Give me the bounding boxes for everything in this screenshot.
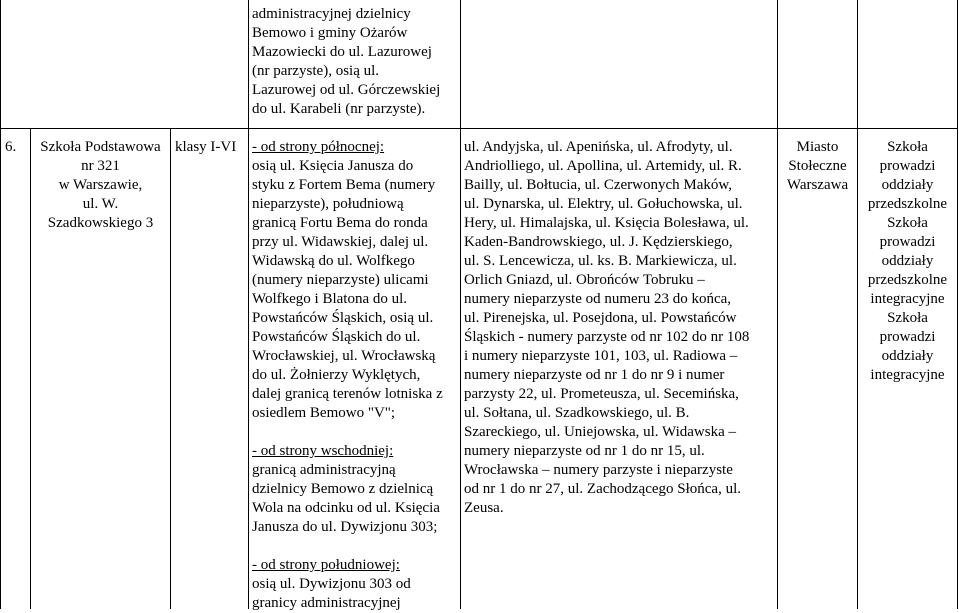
street-line: Orlich Gniazd, ul. Obrońców Tobruku – [464, 272, 705, 288]
street-line: ul. Pirenejska, ul. Posejdona, ul. Powstańców [464, 310, 737, 326]
street-line: numery nieparzyste od nr 1 do nr 15, ul. [464, 443, 705, 459]
street-line: Zeusa. [464, 500, 504, 516]
grid-line-col-5 [777, 0, 778, 609]
school-line: w Warszawie, [58, 177, 143, 193]
units-line: prowadzi [879, 234, 936, 250]
north-line: Wrocławskiej, ul. Wrocławską [252, 348, 436, 364]
north-line: Wolfkego i Blatona do ul. [252, 291, 408, 307]
north-line: granicą Fortu Bema do ronda [252, 215, 428, 231]
north-line: (numery nieparzyste) ulicami [252, 272, 429, 288]
municipality-line: Warszawa [786, 177, 849, 193]
north-line: Powstańców Śląskich do ul. [252, 329, 421, 345]
units-line: oddziały [881, 348, 934, 364]
school-line: Szkoła Podstawowa [40, 139, 161, 155]
prev-area-line: (nr parzyste), osią ul. [252, 63, 380, 79]
units-line: prowadzi [879, 329, 936, 345]
units-line: przedszkolne [867, 272, 948, 288]
street-line: Śląskich - numery parzyste od nr 102 do nr 108 [464, 329, 750, 345]
street-line: Kaden-Bandrowskiego, ul. J. Kędzierskiego, [464, 234, 733, 250]
north-heading: - od strony północnej: [252, 139, 385, 155]
school-line: ul. W. [82, 196, 119, 212]
municipality-line: Stołeczne [788, 158, 847, 174]
north-line: Powstańców Śląskich, osią ul. [252, 310, 434, 326]
grid-line-row-top [0, 128, 958, 129]
grid-line-col-4 [460, 0, 461, 609]
street-line: Wrocławska – numery parzyste i nieparzyste [464, 462, 733, 478]
grid-line-col-3 [248, 0, 249, 609]
street-line: ul. Sołtana, ul. Szadkowskiego, ul. B. [464, 405, 690, 421]
street-line: Hery, ul. Himalajska, ul. Księcia Bolesława, ul. [464, 215, 749, 231]
units-line: Szkoła [887, 215, 928, 231]
street-line: numery nieparzyste od numeru 23 do końca, [464, 291, 732, 307]
units-line: oddziały [881, 253, 934, 269]
north-line: dalej granicą terenów lotniska z [252, 386, 443, 402]
prev-area-line: do ul. Karabeli (nr parzyste). [252, 101, 426, 117]
units-line: integracyjne [870, 291, 945, 307]
north-line: osią ul. Księcia Janusza do [252, 158, 414, 174]
south-heading: - od strony południowej: [252, 557, 400, 573]
east-line: dzielnicy Bemowo z dzielnicą [252, 481, 434, 497]
north-line: osiedlem Bemowo "V"; [252, 405, 396, 421]
school-line: Szadkowskiego 3 [47, 215, 154, 231]
prev-area-line: Mazowiecki do ul. Lazurowej [252, 44, 432, 60]
north-line: styku z Fortem Bema (numery [252, 177, 436, 193]
units-line: Szkoła [887, 310, 928, 326]
school-line: nr 321 [81, 158, 120, 174]
prev-area-line: Bemowo i gminy Ożarów [252, 25, 408, 41]
street-line: od nr 1 do nr 27, ul. Zachodzącego Słońca, ul. [464, 481, 742, 497]
south-line: granicy administracyjnej [252, 595, 401, 611]
row-number [5, 138, 16, 157]
street-line: ul. Andyjska, ul. Apenińska, ul. Afrodyty, ul. [464, 139, 733, 155]
street-line: Andriolliego, ul. Apollina, ul. Artemidy, ul. R. [464, 158, 742, 174]
east-line: Janusza do ul. Dywizjonu 303; [252, 519, 438, 535]
municipality-line: Miasto [796, 139, 839, 155]
units-line: przedszkolne [867, 196, 948, 212]
north-line: nieparzyste), południową [252, 196, 404, 212]
north-line: Widawską do ul. Wolfkego [252, 253, 415, 269]
grid-line-col-left [0, 0, 1, 609]
units-line: integracyjne [870, 367, 945, 383]
units-line: oddziały [881, 177, 934, 193]
street-line: numery nieparzyste od nr 1 do nr 9 i numer [464, 367, 725, 383]
grades-text: klasy I-VI [175, 139, 237, 155]
row-number-text: 6. [5, 139, 17, 155]
school-units [858, 138, 957, 385]
prev-area-line: administracyjnej dzielnicy [252, 6, 411, 22]
units-line: Szkoła [887, 139, 928, 155]
street-line: parzysty 22, ul. Prometeusza, ul. Secemińska, [464, 386, 739, 402]
municipality [778, 138, 857, 195]
school-name [31, 138, 170, 233]
streets-list [464, 138, 749, 518]
units-line: prowadzi [879, 158, 936, 174]
street-line: i numery nieparzyste 101, 103, ul. Radiowa – [464, 348, 738, 364]
street-line: Bailly, ul. Bołtucia, ul. Czerwonych Maków, [464, 177, 733, 193]
prev-area-line: Lazurowej od ul. Górczewskiej [252, 82, 441, 98]
north-line: do ul. Żołnierzy Wyklętych, [252, 367, 421, 383]
street-line: Szareckiego, ul. Uniejowska, ul. Widawska – [464, 424, 736, 440]
street-line: ul. S. Lencewicza, ul. ks. B. Markiewicza, ul. [464, 253, 737, 269]
north-line: przy ul. Widawskiej, dalej ul. [252, 234, 429, 250]
east-line: Wola na odcinku od ul. Księcia [252, 500, 440, 516]
catchment-area [252, 138, 443, 613]
grid-line-col-right [957, 0, 958, 609]
grades [175, 138, 236, 157]
grid-line-col-2 [170, 128, 171, 609]
east-line: granicą administracyjną [252, 462, 396, 478]
east-heading: - od strony wschodniej: [252, 443, 394, 459]
prev-row-area [252, 5, 440, 119]
south-line: osią ul. Dywizjonu 303 od [252, 576, 411, 592]
street-line: ul. Dynarska, ul. Elektry, ul. Gołuchowska, ul. [464, 196, 743, 212]
